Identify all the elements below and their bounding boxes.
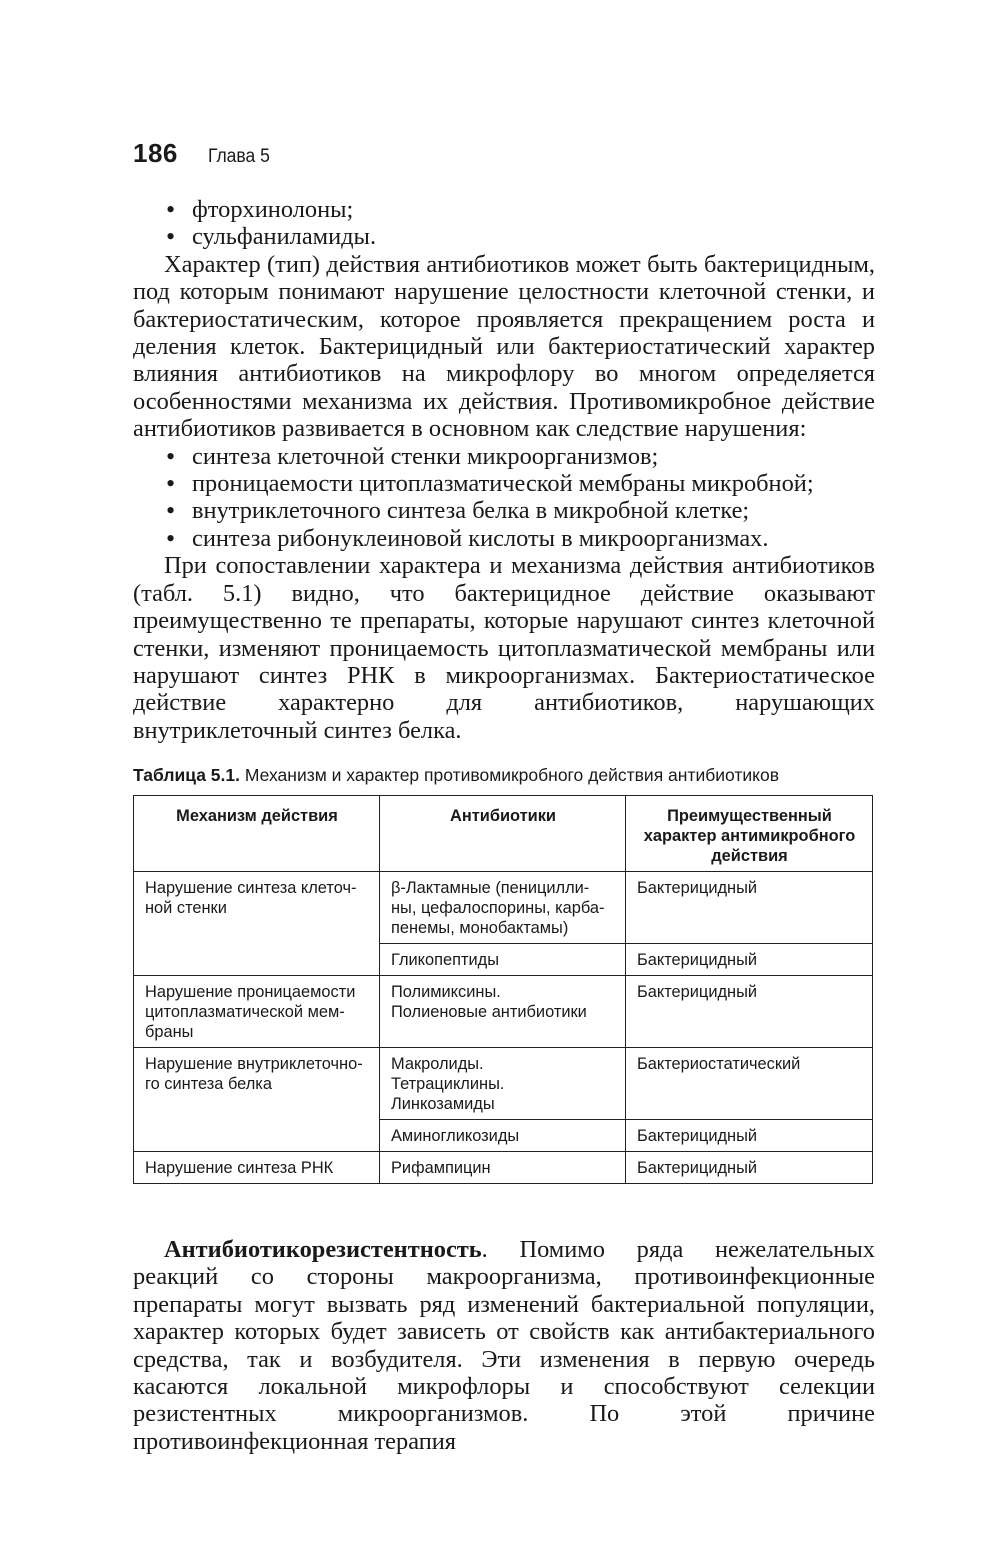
action-cell: Бактерицидный: [626, 1120, 873, 1152]
term-resistance: Антибиотикорезистентность: [164, 1236, 482, 1263]
paragraph-resistance: [133, 1236, 875, 1455]
antibiotics-cell: Рифампицин: [380, 1152, 626, 1184]
action-cell: Бактерицидный: [626, 976, 873, 1048]
antibiotics-cell: Аминогликозиды: [380, 1120, 626, 1152]
antibiotics-cell: Гликопептиды: [380, 944, 626, 976]
table-row: [134, 976, 873, 1048]
table-row: [134, 1152, 873, 1184]
chapter-label: Глава 5: [207, 146, 270, 167]
text-block-bottom: [133, 1236, 875, 1455]
column-header-action: Преимущественный характер антимикробного действия: [626, 796, 873, 872]
mechanism-cell: Нарушение синтеза РНК: [134, 1152, 380, 1184]
column-header-mechanism: Механизм действия: [134, 796, 380, 872]
list-item: • проницаемости цитоплазматической мембраны микробной;: [133, 470, 875, 497]
table-caption-label: Таблица 5.1.: [133, 765, 240, 785]
running-header: [133, 138, 275, 169]
list-item: • внутриклеточного синтеза белка в микробной клетке;: [133, 497, 875, 524]
mechanism-list: [133, 443, 875, 553]
drug-class-list: [133, 196, 875, 251]
table-caption: [133, 765, 779, 786]
list-item: • сульфаниламиды.: [133, 223, 875, 250]
column-header-antibiotics: Антибиотики: [380, 796, 626, 872]
paragraph-comparison: При сопоставлении характера и механизма действия антибиотиков (табл. 5.1) видно, что бактерицидное действие оказывают преимущественно те препараты, которые нарушают синтез клеточной стенки, изменяют проницаемость цитоплазматической мембраны или нарушают синтез РНК в микроорганизмах. Бактериостатическое действие характерно для антибиотиков, нарушающих внутриклеточный синтез белка.: [133, 552, 875, 744]
list-item: • синтеза клеточной стенки микроорганизмов;: [133, 443, 875, 470]
list-item: • синтеза рибонуклеиновой кислоты в микроорганизмах.: [133, 525, 875, 552]
action-cell: Бактериостатический: [626, 1048, 873, 1120]
table-header-row: [134, 796, 873, 872]
action-cell: Бактерицидный: [626, 1152, 873, 1184]
mechanism-cell: Нарушение внутриклеточно- го синтеза белка: [134, 1048, 380, 1152]
page-number: 186: [133, 138, 178, 168]
table-row: [134, 1048, 873, 1120]
antibiotics-cell: Полимиксины. Полиеновые антибиотики: [380, 976, 626, 1048]
mechanism-cell: Нарушение синтеза клеточ- ной стенки: [134, 872, 380, 976]
mechanism-table: [133, 795, 873, 1184]
paragraph-action-type: Характер (тип) действия антибиотиков может быть бактерицидным, под которым понимают нарушение целостности клеточной стенки, и бактериостатическим, которое проявляется прекращением роста и деления клеток. Бактерицидный или бактериостатический характер влияния антибиотиков на микрофлору во многом определяется особенностями механизма их действия. Противомикробное действие антибиотиков развивается в основном как следствие нарушения:: [133, 250, 875, 443]
list-item: • фторхинолоны;: [133, 196, 875, 223]
table-row: [134, 872, 873, 944]
table-caption-text: Механизм и характер противомикробного действия антибиотиков: [244, 765, 780, 785]
antibiotics-cell: Макролиды. Тетрациклины. Линкозамиды: [380, 1048, 626, 1120]
paragraph-resistance-text: . Помимо ряда нежелательных реакций со стороны макроорганизма, противоинфекционные препараты могут вызвать ряд изменений бактериальной популяции, характер которых будет зависеть от свойств как антибактериального средства, так и возбудителя. Эти изменения в первую очередь касаются локальной микрофлоры и способствуют селекции резистентных микроорганизмов. По этой причине противоинфекционная терапия: [133, 1236, 875, 1455]
text-block-top: [133, 196, 875, 744]
action-cell: Бактерицидный: [626, 872, 873, 944]
action-cell: Бактерицидный: [626, 944, 873, 976]
mechanism-cell: Нарушение проницаемости цитоплазматической мем- браны: [134, 976, 380, 1048]
antibiotics-cell: β-Лактамные (пеницилли- ны, цефалоспорины, карба- пенемы, монобактамы): [380, 872, 626, 944]
